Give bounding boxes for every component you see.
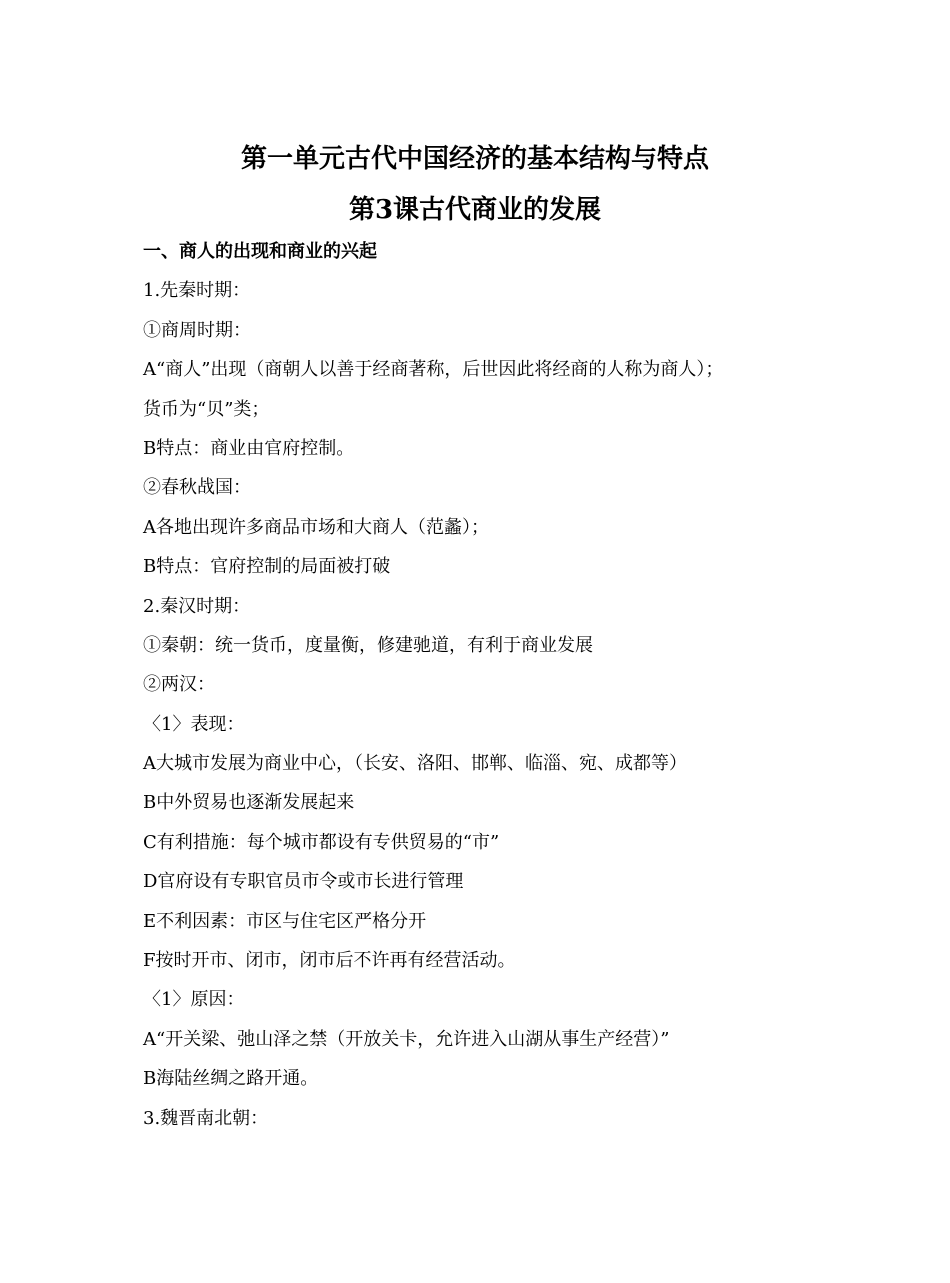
text-line: A大城市发展为商业中心，（长安、洛阳、邯郸、临淄、宛、成都等） (143, 753, 687, 775)
text-line: 2.秦汉时期： (143, 595, 251, 617)
text-line: F按时开市、闭市，闭市后不许再有经营活动。 (143, 950, 516, 972)
text-line: 〈1〉表现： (143, 713, 245, 735)
text-line: B特点：商业由官府控制。 (143, 437, 355, 459)
text-line: ②春秋战国： (143, 477, 251, 499)
unit-title: 第一单元古代中国经济的基本结构与特点 (240, 144, 709, 174)
text-line: ①商周时期： (143, 319, 251, 341)
text-line: A“商人”出现（商朝人以善于经商著称，后世因此将经商的人称为商人）； (143, 359, 724, 381)
section-heading: 一、商人的出现和商业的兴起 (143, 241, 377, 262)
text-line: ①秦朝：统一货币，度量衡，修建驰道，有利于商业发展 (143, 634, 593, 656)
text-line: A各地出现许多商品市场和大商人（范蠡）； (143, 516, 489, 538)
text-line: D官府设有专职官员市令或市长进行管理 (143, 871, 464, 893)
text-line: 〈1〉原因： (143, 989, 245, 1011)
text-line: C有利措施：每个城市都设有专供贸易的“市” (143, 831, 500, 853)
text-line: 货币为“贝”类； (143, 398, 270, 420)
text-line: E不利因素：市区与住宅区严格分开 (143, 910, 427, 932)
text-line: 1.先秦时期： (143, 280, 251, 302)
document-body (143, 232, 923, 1138)
text-line: ②两汉： (143, 674, 215, 696)
lesson-title: 第3课古代商业的发展 (348, 195, 602, 225)
text-line: B中外贸易也逐渐发展起来 (143, 792, 355, 814)
text-line: B特点：官府控制的局面被打破 (143, 556, 391, 578)
text-line: A“开关梁、弛山泽之禁（开放关卡，允许进入山湖从事生产经营）” (143, 1028, 670, 1050)
text-line: B海陆丝绸之路开通。 (143, 1068, 319, 1090)
text-line: 3.魏晋南北朝： (143, 1107, 269, 1129)
